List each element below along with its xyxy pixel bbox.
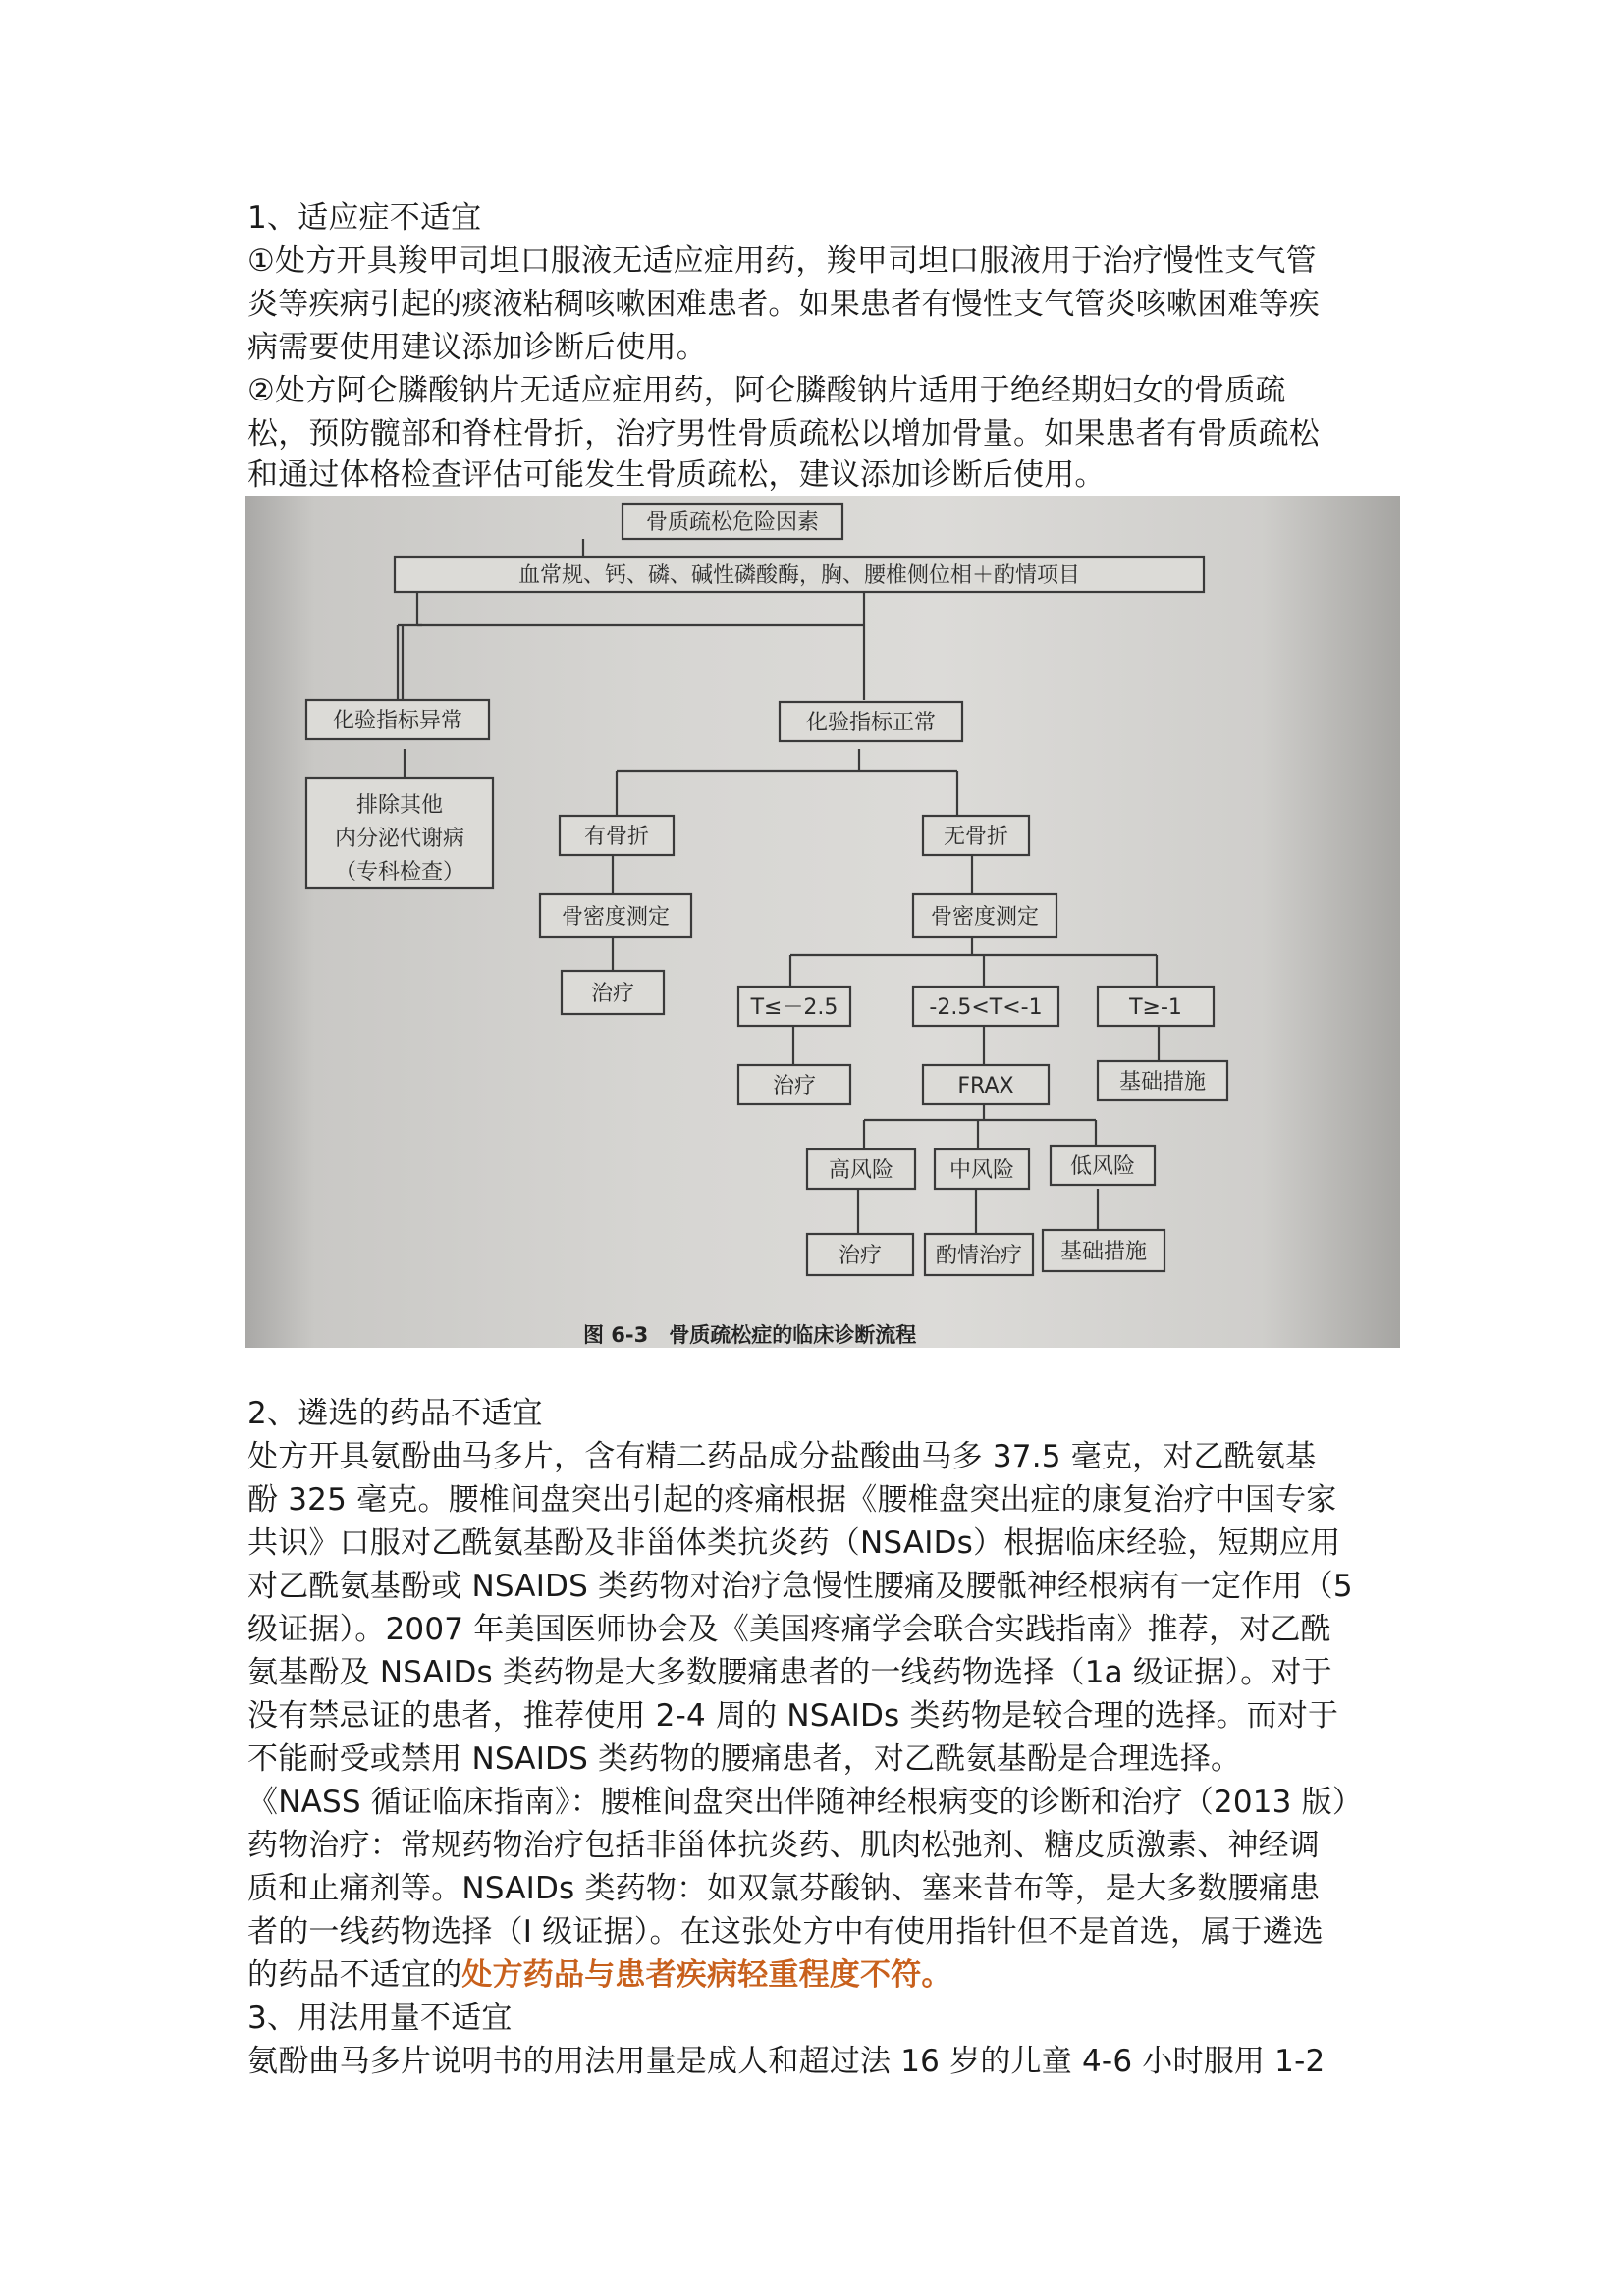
box-lab-tests [395, 557, 1204, 592]
box-t-low [738, 987, 850, 1026]
paragraph-line: 和通过体格检查评估可能发生骨质疏松，建议添加诊断后使用。 [247, 457, 1106, 493]
paragraph-line: 不能耐受或禁用 NSAIDS 类药物的腰痛患者，对乙酰氨基酚是合理选择。 [247, 1741, 1242, 1777]
paragraph-line: 级证据）。2007 年美国医师协会及《美国疼痛学会联合实践指南》推荐，对乙酰 [247, 1612, 1331, 1647]
svg-text:基础措施: 基础措施 [1059, 1240, 1148, 1264]
paragraph-line: ①处方开具羧甲司坦口服液无适应症用药，羧甲司坦口服液用于治疗慢性支气管 [247, 243, 1317, 279]
section-1-heading: 1、适应症不适宜 [247, 200, 482, 236]
box-basic-measures-t [1098, 1061, 1227, 1100]
svg-text:无骨折: 无骨折 [943, 825, 1009, 849]
paragraph-line [247, 1953, 952, 1997]
svg-text:低风险: 低风险 [1069, 1154, 1136, 1179]
paragraph-line: 质和止痛剂等。NSAIDs 类药物：如双氯芬酸钠、塞来昔布等，是大多数腰痛患 [247, 1871, 1321, 1906]
box-lab-abnormal [306, 700, 489, 739]
svg-text:骨密度测定: 骨密度测定 [561, 905, 671, 930]
svg-text:高风险: 高风险 [828, 1158, 894, 1183]
paragraph-line: 处方开具氨酚曲马多片，含有精二药品成分盐酸曲马多 37.5 毫克，对乙酰氨基 [247, 1439, 1317, 1474]
svg-text:治疗: 治疗 [838, 1244, 883, 1268]
paragraph-line: 药物治疗：常规药物治疗包括非甾体抗炎药、肌肉松弛剂、糖皮质激素、神经调 [247, 1828, 1320, 1863]
paragraph-line: 氨基酚及 NSAIDs 类药物是大多数腰痛患者的一线药物选择（1a 级证据）。对于 [247, 1655, 1332, 1690]
box-no-fracture [923, 816, 1029, 855]
svg-text:化验指标异常: 化验指标异常 [332, 709, 463, 733]
box-basic-measures-low [1043, 1230, 1164, 1271]
svg-text:排除其他: 排除其他 [355, 793, 444, 818]
box-frax [923, 1065, 1049, 1104]
box-with-fracture [560, 816, 674, 855]
box-risk-factors [623, 504, 842, 539]
box-treat-high-risk [807, 1234, 913, 1275]
box-t-high [1098, 987, 1214, 1026]
paragraph-line: 共识》口服对乙酰氨基酚及非甾体类抗炎药（NSAIDs）根据临床经验，短期应用 [247, 1525, 1341, 1561]
paragraph-text: 的药品不适宜的 [247, 1957, 462, 1993]
svg-text:有骨折: 有骨折 [583, 825, 650, 849]
svg-text:酌情治疗: 酌情治疗 [935, 1244, 1023, 1268]
svg-text:基础措施: 基础措施 [1118, 1070, 1207, 1095]
svg-text:（专科检查）: （专科检查） [334, 860, 465, 884]
box-t-mid [913, 987, 1058, 1026]
svg-text:T≤－2.5: T≤－2.5 [750, 995, 839, 1020]
figure-caption: 图 6-3 骨质疏松症的临床诊断流程 [583, 1323, 917, 1347]
svg-text:化验指标正常: 化验指标正常 [805, 711, 937, 735]
paragraph-line: 没有禁忌证的患者，推荐使用 2-4 周的 NSAIDs 类药物是较合理的选择。而对于 [247, 1698, 1339, 1734]
svg-text:治疗: 治疗 [772, 1074, 817, 1098]
paragraph-line: 病需要使用建议添加诊断后使用。 [247, 330, 707, 365]
svg-text:T≥-1: T≥-1 [1129, 995, 1182, 1020]
box-bmd-right [913, 894, 1056, 937]
svg-text:-2.5<T<-1: -2.5<T<-1 [929, 995, 1043, 1020]
box-treat-t-low [738, 1065, 850, 1104]
box-exclude-endocrine [306, 778, 493, 888]
highlighted-conclusion: 处方药品与患者疾病轻重程度不符。 [461, 1957, 952, 1993]
svg-text:治疗: 治疗 [590, 982, 635, 1006]
flowchart-diagram [245, 496, 1400, 1348]
flowchart-connectors [398, 539, 1159, 1234]
section-2-heading: 2、遴选的药品不适宜 [247, 1396, 543, 1431]
box-mid-risk [935, 1149, 1029, 1189]
svg-text:中风险: 中风险 [948, 1158, 1015, 1183]
box-treat-fracture [562, 971, 664, 1014]
box-treat-as-needed [925, 1234, 1033, 1275]
svg-text:血常规、钙、磷、碱性磷酸酶，胸、腰椎侧位相＋酌情项目: 血常规、钙、磷、碱性磷酸酶，胸、腰椎侧位相＋酌情项目 [517, 563, 1081, 588]
paragraph-line: 炎等疾病引起的痰液粘稠咳嗽困难患者。如果患者有慢性支气管炎咳嗽困难等疾 [247, 287, 1320, 322]
paragraph-line: 《NASS 循证临床指南》：腰椎间盘突出伴随神经根病变的诊断和治疗（2013 版） [247, 1785, 1364, 1820]
osteoporosis-flowchart-photo [245, 496, 1400, 1348]
box-low-risk [1051, 1146, 1155, 1185]
section-3-heading: 3、用法用量不适宜 [247, 2001, 513, 2036]
svg-text:骨密度测定: 骨密度测定 [930, 905, 1040, 930]
paragraph-line: 对乙酰氨基酚或 NSAIDS 类药物对治疗急慢性腰痛及腰骶神经根病有一定作用（5 [247, 1569, 1353, 1604]
svg-text:内分泌代谢病: 内分泌代谢病 [334, 827, 465, 851]
box-bmd-left [540, 894, 691, 937]
paragraph-line: 酚 325 毫克。腰椎间盘突出引起的疼痛根据《腰椎盘突出症的康复治疗中国专家 [247, 1482, 1337, 1518]
paragraph-line: 者的一线药物选择（I 级证据）。在这张处方中有使用指针但不是首选，属于遴选 [247, 1914, 1324, 1949]
paragraph-line: 氨酚曲马多片说明书的用法用量是成人和超过法 16 岁的儿童 4-6 小时服用 1-2 [247, 2044, 1326, 2079]
paragraph-line: 松，预防髋部和脊柱骨折，治疗男性骨质疏松以增加骨量。如果患者有骨质疏松 [247, 416, 1320, 452]
paragraph-line: ②处方阿仑膦酸钠片无适应症用药，阿仑膦酸钠片适用于绝经期妇女的骨质疏 [247, 373, 1286, 408]
svg-text:骨质疏松危险因素: 骨质疏松危险因素 [645, 510, 820, 535]
box-lab-normal [780, 702, 962, 741]
box-high-risk [807, 1149, 915, 1189]
svg-text:FRAX: FRAX [957, 1074, 1014, 1098]
